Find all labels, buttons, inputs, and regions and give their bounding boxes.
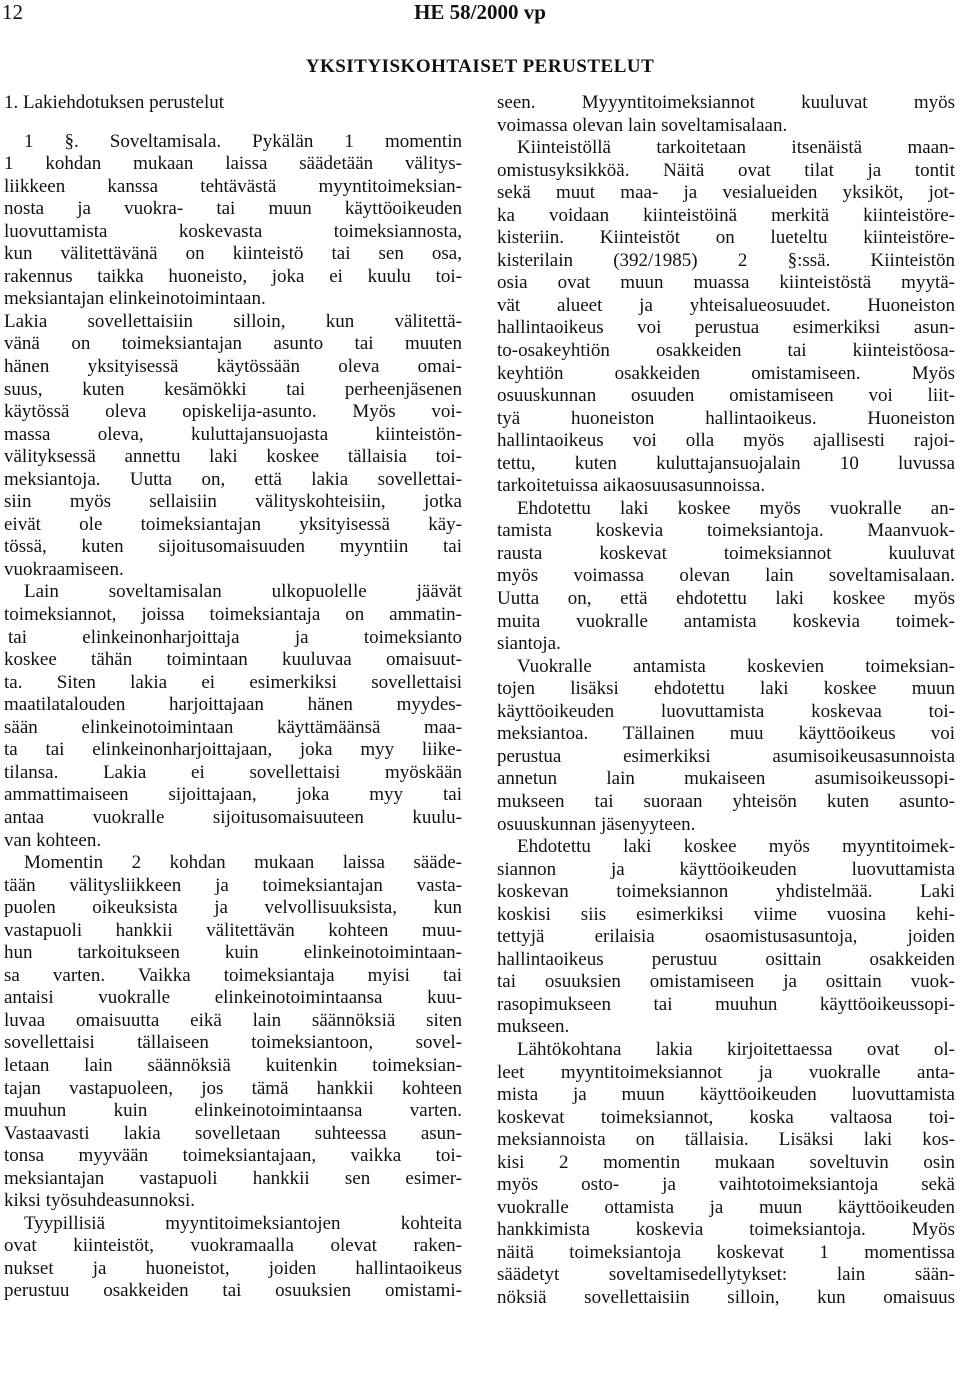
text-line: koskisi siis esimerkiksi viime vuosina kehi- [497,903,955,925]
text-line: siannon ja käyttöoikeuden luovuttamista [497,858,955,880]
text-line: Lähtökohtana lakia kirjoitettaessa ovat ol- [517,1038,955,1060]
text-line: näitä toimeksiantoja koskevat 1 momentissa [497,1241,955,1263]
text-line: tään välitysliikkeen ja toimeksiantajan vasta- [4,874,462,896]
page-number: 12 [2,0,23,24]
text-line: ka voidaan kiinteistöinä merkitä kiinteistöre- [497,204,955,226]
text-line: osuuskunnan osuuden omistamiseen voi liit- [497,385,955,407]
text-line: käytössä oleva opiskelija-asunto. Myös voi- [4,401,462,423]
text-line: hankkimista koskevia toimeksiantoja. Myös [497,1219,955,1241]
text-line: välityksessä annettu laki koskee tällaisia toi- [4,446,462,468]
text-line: osia ovat muun muassa kiinteistöstä myytä- [497,272,955,294]
text-line: letaan lain säännöksiä kuitenkin toimeksian- [4,1054,462,1076]
text-line: 1 kohdan mukaan laissa säädetään välitys- [4,153,462,175]
text-line: Lakia sovellettaisiin silloin, kun välitettä- [4,310,462,332]
text-line: hänen yksityisessä käytössään oleva omai- [4,356,462,378]
text-line: maatilatalouden harjoittajaan hänen myydes- [4,694,462,716]
text-line: koskee tähän toimintaan kuuluvaa omaisuut- [4,649,462,671]
text-line: siin myös sellaisiin välityskohteisiin, jotka [4,491,462,513]
text-line: Tyypillisiä myyntitoimeksiantojen kohteita [24,1212,462,1234]
text-line: sovellettaisi tällaiseen toimeksiantoon, sovel- [4,1032,462,1054]
text-line: toimeksiannot, joissa toimeksiantaja on ammatin- [4,604,462,626]
text-line: rasopimukseen tai muuhun käyttöoikeussopi- [497,993,955,1015]
text-line: seen. Myyyntitoimeksiannot kuuluvat myös [497,92,955,113]
text-line: tajan vastapuoleen, jos tämä hankkii kohteen [4,1077,462,1099]
text-line: muuhun kuin elinkeinotoimintaansa varten. [4,1100,462,1122]
text-line: vastapuoli hankkii välitettävän kohteen muu- [4,919,462,941]
text-line: tamista koskevia toimeksiantoja. Maanvuok- [497,520,955,542]
text-line: rausta koskevat toimeksiannot kuuluvat [497,542,955,564]
text-line: vuokralle ottamista ja muun käyttöoikeuden [497,1196,955,1218]
text-line: hallintaoikeus voi perustua esimerkiksi asun- [497,317,955,339]
text-line: puolen oikeuksista ja velvollisuuksista, kun [4,897,462,919]
text-line: nöksiä sovellettaisiin silloin, kun omaisuus [497,1286,955,1308]
text-line: liikkeen kanssa tehtävästä myyntitoimeksian- [4,175,462,197]
text-line: tojen lisäksi ehdotettu laki koskee muun [497,678,955,700]
text-line: kisterilain (392/1985) 2 §:ssä. Kiinteistön [497,249,955,271]
text-line: meksiantoja. Uutta on, että lakia sovellettai- [4,468,462,490]
text-line: Lain soveltamisalan ulkopuolelle jäävät [24,581,462,603]
text-line: perustua esimerkiksi asumisoikeusasunnoista [497,745,955,767]
text-line: myös voimassa olevan lain soveltamisalaan. [497,565,955,587]
text-line: massa oleva, kuluttajansuojasta kiinteistön- [4,423,462,445]
text-line: meksiantoa. Tällainen muu käyttöoikeus voi [497,723,955,745]
text-line: Uutta on, että ehdotettu laki koskee myös [497,588,955,610]
text-line: Vuokralle antamista koskevien toimeksian- [517,655,955,677]
text-line: tai osuuksien omistamiseen ja osittain vuok- [497,971,955,993]
text-line: Ehdotettu laki koskee myös vuokralle an- [517,497,955,519]
text-line: kisi 2 momentin mukaan soveltuvin osin [497,1151,955,1173]
text-line: Vastaavasti lakia sovelletaan suhteessa asun- [4,1122,462,1144]
text-line: ta tai elinkeinonharjoittajaan, joka myy liike- [4,739,462,761]
text-line: muita vuokralle antamista koskevia toimek- [497,610,955,632]
text-line: hallintaoikeus voi olla myös ajallisesti rajoi- [497,430,955,452]
right-column [497,92,955,1310]
text-line: meksiantajan vastapuoli hankkii sen esimer- [4,1167,462,1189]
text-line: koskevan toimeksiannon yhdistelmää. Laki [497,881,955,903]
text-line: mukseen tai suoraan yhteisön kuten asunto- [497,790,955,812]
text-line: tai elinkeinonharjoittaja ja toimeksianto [8,626,462,648]
text-line: tonsa myyvään toimeksiantajaan, vaikka toi- [4,1145,462,1167]
text-line: mista ja muun käyttöoikeuden luovuttamista [497,1084,955,1106]
text-line: eivät ole toimeksiantajan yksityisessä käy- [4,513,462,535]
text-line: kun välitettävänä on kiinteistö tai sen osa, [4,243,462,265]
text-line: hun tarkoitukseen kuin elinkeinotoimintaan- [4,942,462,964]
text-line: sään elinkeinotoimintaan käyttämäänsä maa- [4,716,462,738]
text-line: tössä, kuten sijoitusomaisuuden myyntiin tai [4,536,462,558]
text-line: koskevat toimeksiannot, koska valtaosa toi- [497,1106,955,1128]
text-line: tilansa. Lakia ei sovellettaisi myöskään [4,761,462,783]
text-line: säädetyt soveltamisedellytykset: lain sään- [497,1264,955,1286]
section-heading: YKSITYISKOHTAISET PERUSTELUT [305,56,655,77]
text-line: meksiannoista on tällaisia. Lisäksi laki kos- [497,1129,955,1151]
text-line: antaisi vuokralle elinkeinotoimintaansa kuu- [4,987,462,1009]
text-line: vät alueet ja yhteisalueosuudet. Huoneiston [497,294,955,316]
text-line: ammattimaiseen sijoittajaan, joka myy tai [4,784,462,806]
text-line: van kohteen. [4,829,102,851]
text-line: sa varten. Vaikka toimeksiantaja myisi tai [4,964,462,986]
text-line: tettyjä erilaisia osaomistusasuntoja, joiden [497,926,955,948]
text-line: kisteriin. Kiinteistöt on lueteltu kiinteistöre- [497,227,955,249]
text-line: omistusyksikköä. Näitä ovat tilat ja tontit [497,159,955,181]
text-line: Kiinteistöllä tarkoitetaan itsenäistä maan- [517,137,955,159]
text-line: tettu, kuten kuluttajansuojalain 10 luvussa [497,452,955,474]
text-line: ta. Siten lakia ei esimerkiksi sovellettaisi [4,671,462,693]
text-line: voimassa olevan lain soveltamisalaan. [497,114,788,136]
document-id: HE 58/2000 vp [414,0,546,24]
text-line: 1. Lakiehdotuksen perustelut [4,92,225,113]
text-line: siantoja. [497,633,561,655]
text-line: meksiantajan elinkeinotoimintaan. [4,288,266,310]
text-line: hallintaoikeus perustuu osittain osakkeiden [497,948,955,970]
text-line: vuokraamiseen. [4,558,124,580]
text-line: perustuu osakkeiden tai osuuksien omistami- [4,1280,462,1302]
text-line: Ehdotettu laki koskee myös myyntitoimek- [517,836,955,858]
text-line: leet myyntitoimeksiannot ja vuokralle anta- [497,1061,955,1083]
text-line: Momentin 2 kohdan mukaan laissa sääde- [24,852,462,874]
text-line: käyttöoikeuden luovuttamista koskevaa toi- [497,700,955,722]
text-line: 1 §. Soveltamisala. Pykälän 1 momentin [24,130,462,152]
left-column [4,92,462,1303]
text-line: keyhtiön osakkeiden omistamiseen. Myös [497,362,955,384]
text-line: myös osto- ja vaihtotoimeksiantoja sekä [497,1174,955,1196]
text-line: luovuttamista koskevasta toimeksiannosta, [4,220,462,242]
text-line: sekä muut maa- ja vesialueiden yksiköt, jot- [497,182,955,204]
text-line: tyä huoneiston hallintaoikeus. Huoneiston [497,407,955,429]
text-line: nukset ja huoneistot, joiden hallintaoikeus [4,1257,462,1279]
text-line: luvaa omaisuutta eikä lain säännöksiä siten [4,1009,462,1031]
text-line: osuuskunnan jäsenyyteen. [497,813,696,835]
text-line: tarkoitetuissa aikaosuusasunnoissa. [497,475,766,497]
text-line: rakennus taikka huoneisto, joka ei kuulu toi- [4,265,462,287]
text-line: antaa vuokralle sijoitusomaisuuteen kuulu- [4,806,462,828]
text-line: kiksi työsuhdeasunnoksi. [4,1190,196,1212]
text-line: ovat kiinteistöt, vuokramaalla olevat raken- [4,1235,462,1257]
text-line: mukseen. [497,1016,570,1038]
text-line: suus, kuten kesämökki tai perheenjäsenen [4,378,462,400]
text-line: nosta ja vuokra- tai muun käyttöoikeuden [4,198,462,220]
text-line: annetun lain mukaiseen asumisoikeussopi- [497,768,955,790]
text-line: vänä on toimeksiantajan asunto tai muuten [4,333,462,355]
text-line: to-osakeyhtiön osakkeiden tai kiinteistöosa- [497,340,955,362]
